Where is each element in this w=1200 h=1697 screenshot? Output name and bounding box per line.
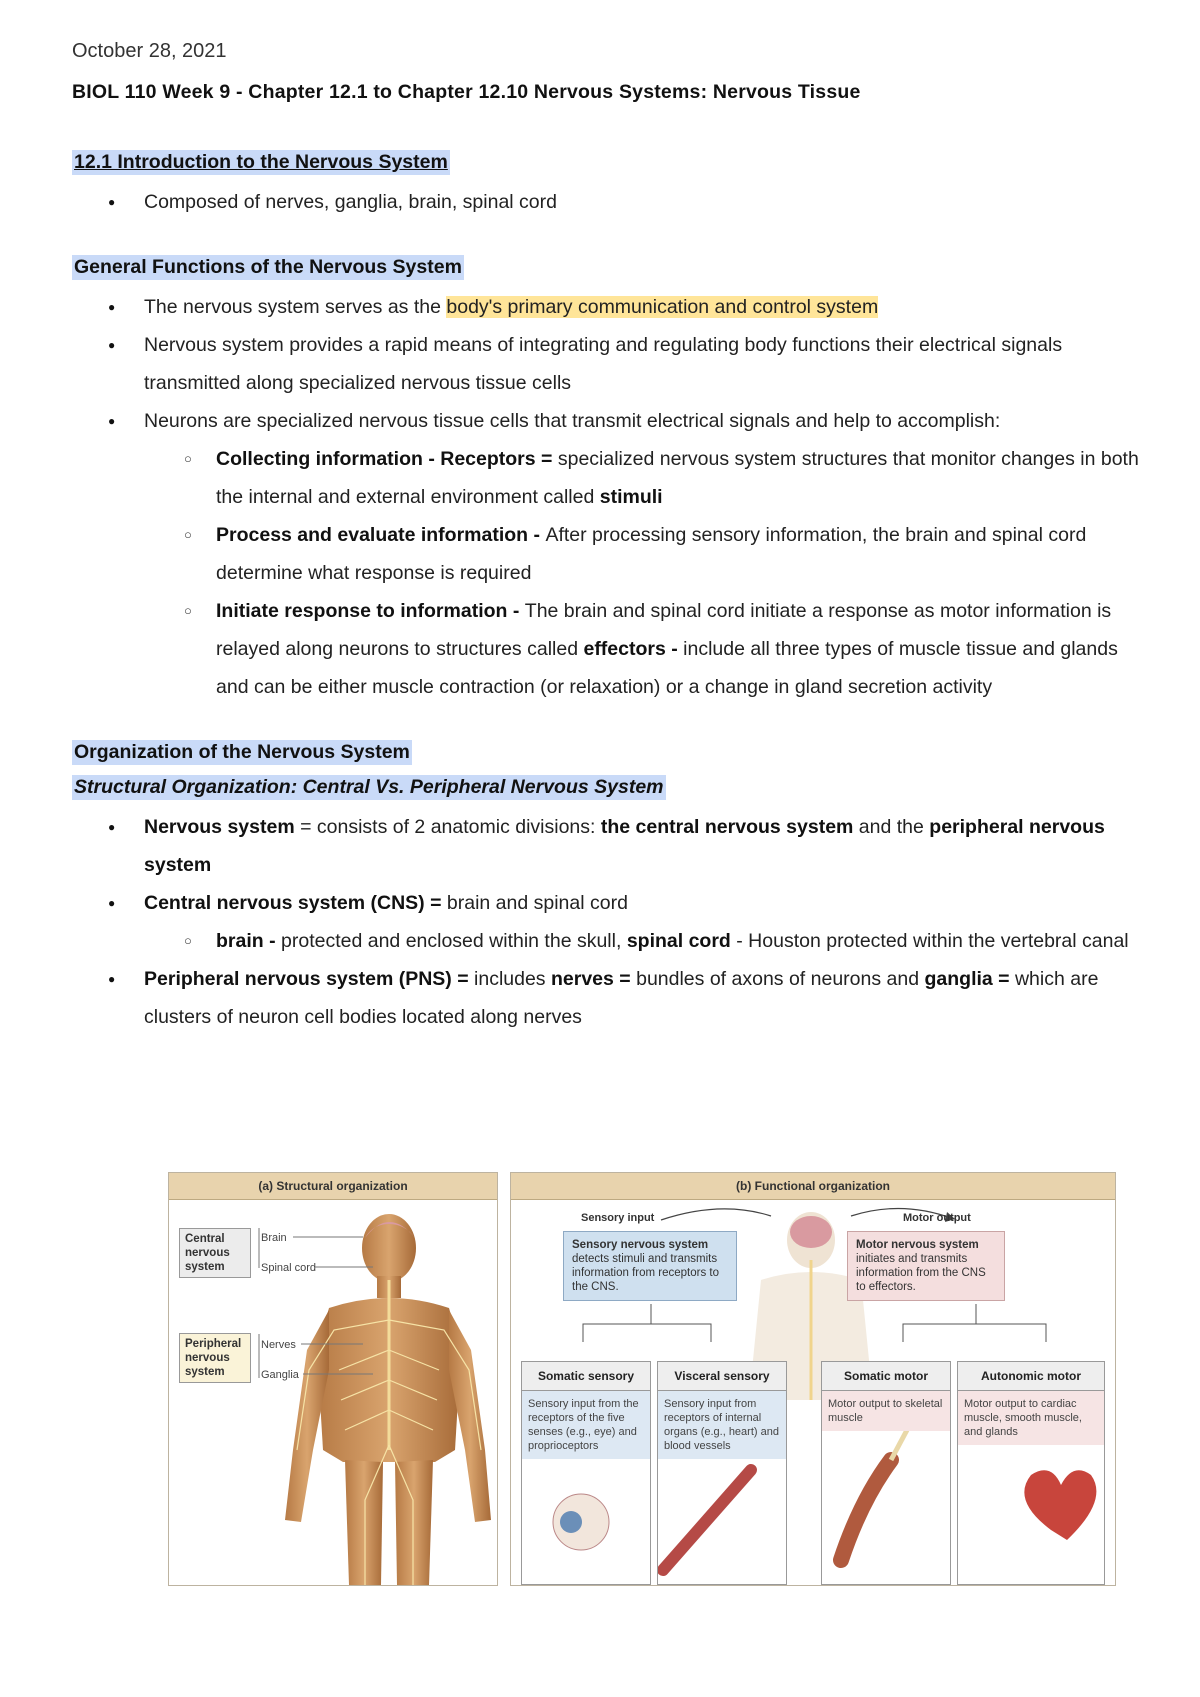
visceral-sensory-box [657, 1361, 787, 1585]
functional-organization-panel [510, 1172, 1116, 1586]
bullet-text: which are clusters of neuron cell bodies located along nerves [144, 968, 1099, 1028]
autonomic-motor-text: Motor output to cardiac muscle, smooth muscle, and glands [958, 1391, 1104, 1445]
label-leader-lines [253, 1228, 373, 1398]
panel-a-title: (a) Structural organization [169, 1173, 497, 1200]
bold-term: stimuli [599, 486, 663, 508]
nervous-system-figure [168, 1172, 1114, 1586]
bullet-text: brain and spinal cord [446, 892, 628, 914]
bullet-text: = consists of 2 anatomic divisions: [294, 816, 601, 838]
visceral-sensory-text: Sensory input from receptors of internal organs (e.g., heart) and blood vessels [658, 1391, 786, 1459]
sub-list-item [72, 440, 1152, 516]
nerves-label: Nerves [261, 1339, 296, 1351]
visceral-sensory-title: Visceral sensory [658, 1362, 786, 1391]
structural-organization-panel [168, 1172, 498, 1586]
highlighted-text: body's primary communication and control system [446, 296, 879, 318]
sensory-nervous-system-title: Sensory nervous system [572, 1239, 709, 1251]
motor-nervous-system-text: initiates and transmits information from the CNS to effectors. [856, 1253, 986, 1293]
panel-b-title: (b) Functional organization [511, 1173, 1115, 1200]
document-title: BIOL 110 Week 9 - Chapter 12.1 to Chapter 12.10 Nervous Systems: Nervous Tissue [72, 81, 861, 103]
list-item [72, 288, 1152, 326]
somatic-motor-title: Somatic motor [822, 1362, 950, 1391]
section-organization [72, 740, 1152, 1036]
sensory-nervous-system-text: detects stimuli and transmits information from receptors to the CNS. [572, 1253, 720, 1293]
motor-nervous-system-title: Motor nervous system [856, 1239, 979, 1251]
motor-nervous-system-box [847, 1231, 1005, 1301]
somatic-sensory-box [521, 1361, 651, 1585]
bold-term: ganglia = [924, 968, 1015, 990]
bold-term: Central nervous system (CNS) = [144, 892, 447, 914]
central-nervous-system-label: Central nervous system [179, 1228, 251, 1278]
bold-term: peripheral nervous system [144, 816, 1105, 876]
subheading-structural-organization: Structural Organization: Central Vs. Peripheral Nervous System [74, 776, 664, 798]
bold-term: Nervous system [144, 816, 295, 838]
bold-term: brain - [216, 930, 282, 952]
somatic-sensory-title: Somatic sensory [522, 1362, 650, 1391]
heading-general-functions: General Functions of the Nervous System [74, 256, 462, 278]
section-general-functions [72, 255, 1152, 706]
bold-term: the central nervous system [600, 816, 854, 838]
peripheral-nervous-system-label: Peripheral nervous system [179, 1333, 251, 1383]
motor-output-label: Motor output [903, 1212, 971, 1224]
heading-organization: Organization of the Nervous System [74, 741, 410, 763]
section-introduction [72, 150, 1152, 221]
sensory-nervous-system-box [563, 1231, 737, 1301]
bullet-text: include all three types of muscle tissue and glands and can be either muscle contraction (or relaxation) or a change in gland secretion activity [216, 638, 1118, 698]
general-functions-list [72, 288, 1152, 706]
sub-list-item [72, 592, 1152, 706]
list-item [72, 960, 1152, 1036]
bold-term: Peripheral nervous system (PNS) = [144, 968, 475, 990]
list-item [72, 183, 1152, 221]
autonomic-motor-box [957, 1361, 1105, 1585]
bullet-text: - Houston protected within the vertebral canal [730, 930, 1129, 952]
document-date: October 28, 2021 [72, 40, 227, 62]
bold-term: Process and evaluate information - [216, 524, 546, 546]
bold-term: spinal cord [626, 930, 731, 952]
bold-term: Initiate response to information - [216, 600, 525, 622]
bold-term: nerves = [550, 968, 637, 990]
spinal-cord-label: Spinal cord [261, 1262, 317, 1274]
bullet-text: includes [474, 968, 551, 990]
brain-label: Brain [261, 1232, 287, 1244]
bullet-text: Neurons are specialized nervous tissue cells that transmit electrical signals and help to accomplish: [144, 410, 1001, 432]
list-item [72, 402, 1152, 440]
bullet-text: Composed of nerves, ganglia, brain, spinal cord [144, 191, 557, 213]
introduction-list [72, 183, 1152, 221]
bullet-text: specialized nervous system structures that monitor changes in both the internal and external environment called [216, 448, 1139, 508]
bullet-text: The nervous system serves as the [144, 296, 447, 318]
bullet-text: bundles of axons of neurons and [636, 968, 925, 990]
bullet-text: After processing sensory information, the brain and spinal cord determine what response is required [216, 524, 1087, 584]
heading-introduction: 12.1 Introduction to the Nervous System [74, 151, 448, 173]
bold-term: effectors - [583, 638, 684, 660]
sensory-input-label: Sensory input [581, 1212, 655, 1224]
list-item [72, 808, 1152, 884]
list-item [72, 884, 1152, 922]
bullet-text: The brain and spinal cord initiate a response as motor information is relayed along neurons to structures called [216, 600, 1112, 660]
ganglia-label: Ganglia [261, 1369, 299, 1381]
somatic-motor-text: Motor output to skeletal muscle [822, 1391, 950, 1431]
bullet-text: protected and enclosed within the skull, [281, 930, 627, 952]
list-item [72, 326, 1152, 402]
somatic-motor-box [821, 1361, 951, 1585]
bold-term: Collecting information - Receptors = [216, 448, 558, 470]
somatic-sensory-text: Sensory input from the receptors of the five senses (e.g., eye) and proprioceptors [522, 1391, 650, 1459]
sub-list-item [72, 516, 1152, 592]
autonomic-motor-title: Autonomic motor [958, 1362, 1104, 1391]
organization-list [72, 808, 1152, 1036]
document-page [72, 40, 1152, 1036]
sub-list-item [72, 922, 1152, 960]
bullet-text: and the [853, 816, 930, 838]
bullet-text: Nervous system provides a rapid means of integrating and regulating body functions their electrical signals transmitted along specialized nervous tissue cells [144, 334, 1063, 394]
